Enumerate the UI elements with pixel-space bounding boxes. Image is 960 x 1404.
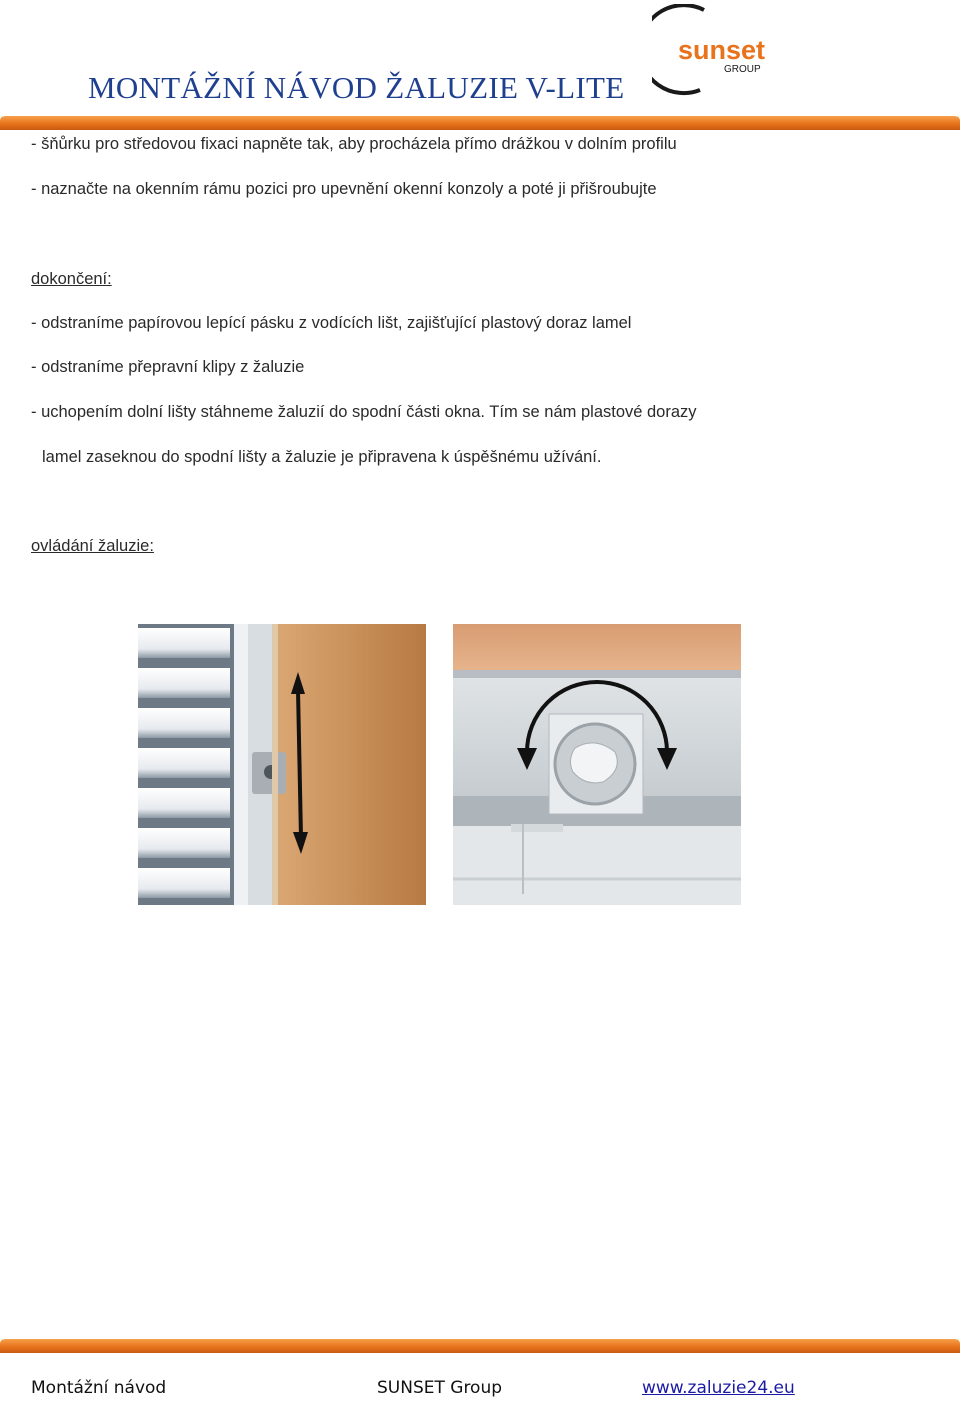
page-title: MONTÁŽNÍ NÁVOD ŽALUZIE V-LITE bbox=[88, 70, 625, 105]
logo-brand-text: sunset bbox=[678, 35, 766, 65]
instruction-line-4: - odstraníme přepravní klipy z žaluzie bbox=[31, 358, 305, 376]
section-heading-control: ovládání žaluzie: bbox=[31, 537, 154, 555]
instruction-line-5: - uchopením dolní lišty stáhneme žaluzií do spodní části okna. Tím se nám plastové dorazy bbox=[31, 403, 697, 421]
logo-sub-text: GROUP bbox=[724, 64, 761, 75]
footer-center-text: SUNSET Group bbox=[377, 1378, 503, 1398]
instruction-line-2: - naznačte na okenním rámu pozici pro upevnění okenní konzoly a poté ji přišroubujte bbox=[31, 180, 657, 198]
instruction-line-1: - šňůrku pro středovou fixaci napněte tak, aby procházela přímo drážkou v dolním profilu bbox=[31, 135, 677, 153]
photo-blind-pull bbox=[138, 624, 426, 905]
photo-slat-stop bbox=[453, 624, 741, 905]
header-divider-bar bbox=[0, 116, 960, 130]
instruction-line-3: - odstraníme papírovou lepící pásku z vodících lišt, zajišťující plastový doraz lamel bbox=[31, 314, 632, 332]
blind-slats bbox=[138, 628, 230, 898]
footer-divider-bar bbox=[0, 1339, 960, 1353]
footer-website-link[interactable]: www.zaluzie24.eu bbox=[642, 1378, 795, 1398]
instruction-line-6: lamel zaseknou do spodní lišty a žaluzie je připravena k úspěšnému užívání. bbox=[42, 448, 602, 466]
section-heading-finish: dokončení: bbox=[31, 270, 112, 288]
footer-left-text: Montážní návod bbox=[31, 1378, 167, 1398]
sunset-logo bbox=[652, 4, 782, 96]
